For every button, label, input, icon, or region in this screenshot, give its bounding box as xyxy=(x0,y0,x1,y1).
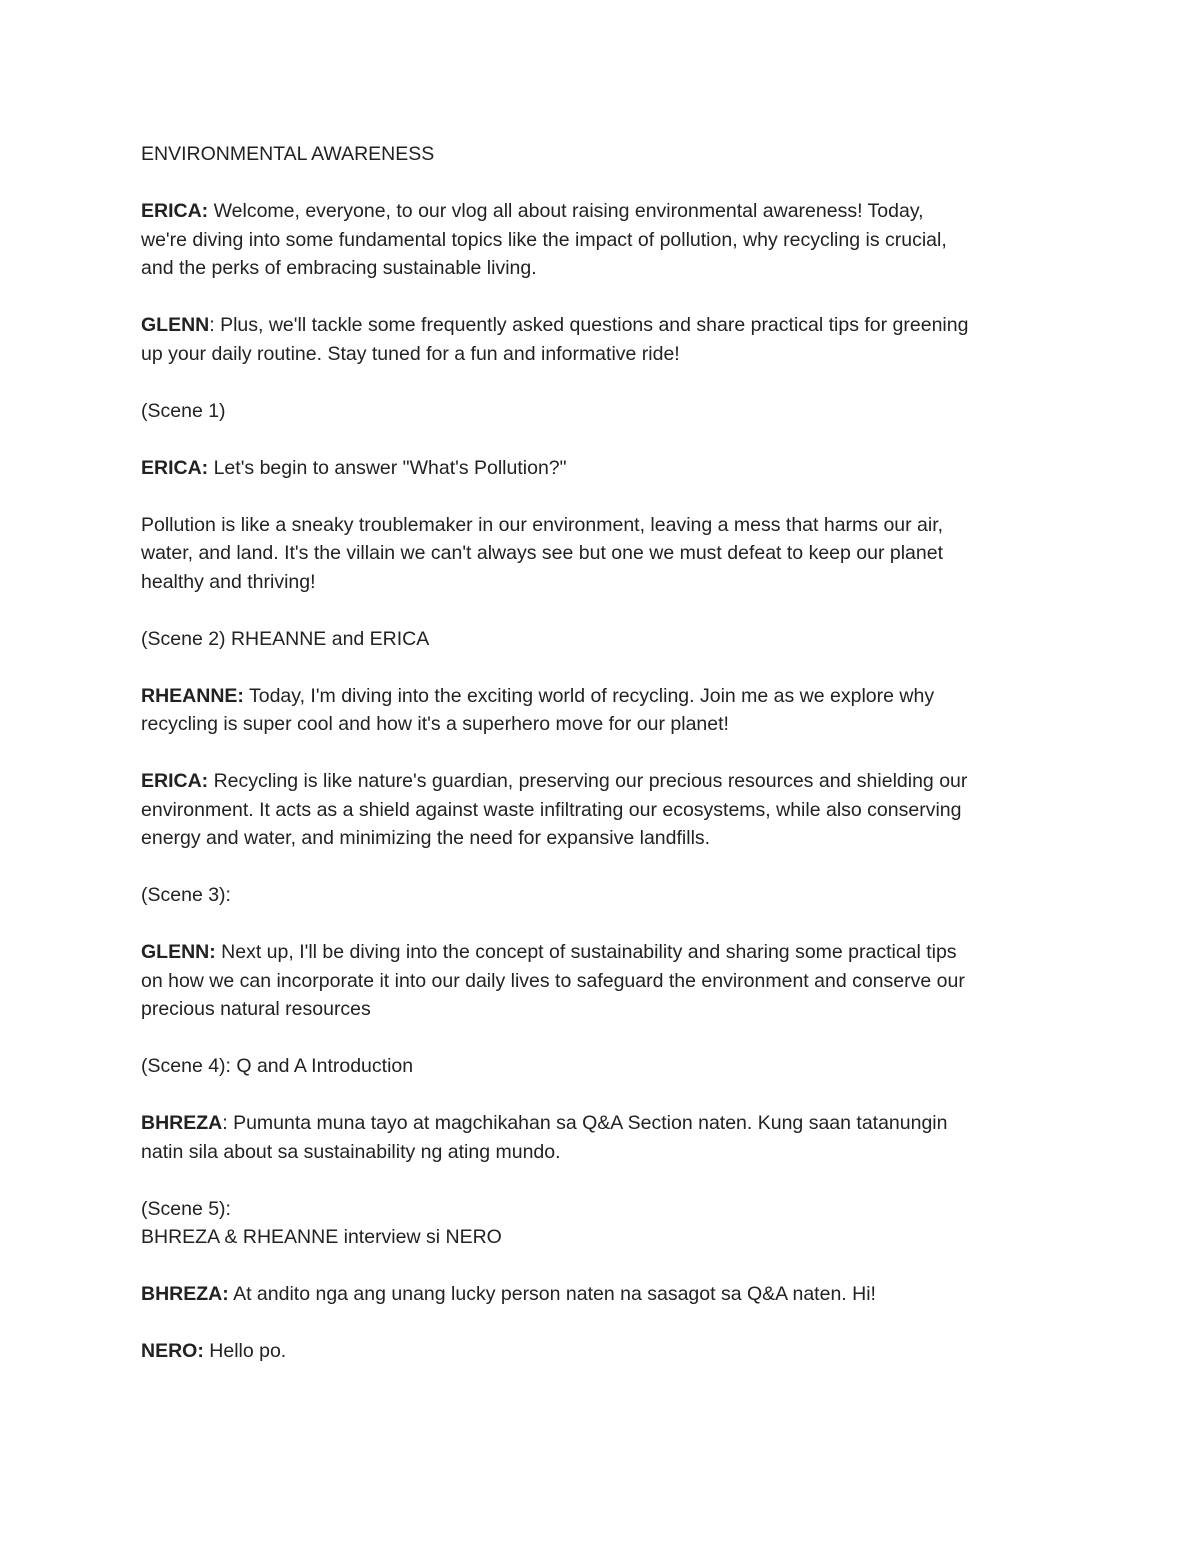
spacer xyxy=(141,482,1071,511)
spacer xyxy=(141,653,1071,682)
speaker-name: BHREZA: xyxy=(141,1283,229,1305)
spacer xyxy=(141,1166,1071,1195)
spacer xyxy=(141,283,1071,312)
paragraph-line: water, and land. It's the villain we can't always see but one we must defeat to keep our planet xyxy=(141,542,944,564)
dialogue-text: At andito nga ang unang lucky person naten na sasagot sa Q&A naten. Hi! xyxy=(228,1283,876,1305)
dialogue-line: precious natural resources xyxy=(141,998,371,1020)
dialogue-block xyxy=(141,197,1071,283)
dialogue-block xyxy=(141,1109,1071,1166)
spacer xyxy=(141,1024,1071,1053)
dialogue-block xyxy=(141,1280,1071,1309)
paragraph-line: healthy and thriving! xyxy=(141,570,316,593)
speaker-name: ERICA: xyxy=(141,200,209,222)
dialogue-block xyxy=(141,1337,1071,1366)
dialogue-line xyxy=(141,197,1071,226)
dialogue-block xyxy=(141,311,1071,368)
speaker-name: ERICA: xyxy=(141,456,209,479)
scene-line: (Scene 2) RHEANNE and ERICA xyxy=(141,627,430,650)
scene-line: (Scene 4): Q and A Introduction xyxy=(141,1055,414,1077)
dialogue-line xyxy=(141,1280,1071,1309)
dialogue-line: natin sila about sa sustainability ng ating mundo. xyxy=(141,1140,561,1163)
document-page xyxy=(141,140,1071,1366)
scene-heading xyxy=(141,1195,1071,1252)
dialogue-line xyxy=(141,767,1071,796)
scene-line: BHREZA & RHEANNE interview si NERO xyxy=(141,1226,502,1248)
dialogue-text: Hello po. xyxy=(203,1340,287,1362)
spacer xyxy=(141,910,1071,939)
dialogue-line: and the perks of embracing sustainable living. xyxy=(141,257,537,279)
paragraph-line: Pollution is like a sneaky troublemaker in our environment, leaving a mess that harms our air, xyxy=(141,513,944,536)
dialogue-line: up your daily routine. Stay tuned for a fun and informative ride! xyxy=(141,342,680,365)
dialogue-line xyxy=(141,1109,1071,1138)
spacer xyxy=(141,739,1071,768)
document-title: ENVIRONMENTAL AWARENESS xyxy=(141,143,435,165)
dialogue-text: Welcome, everyone, to our vlog all about raising environmental awareness! Today, xyxy=(208,200,924,222)
scene-line: (Scene 1) xyxy=(141,399,226,422)
spacer xyxy=(141,1252,1071,1281)
speaker-name: NERO: xyxy=(141,1340,204,1362)
spacer xyxy=(141,169,1071,198)
speaker-name: GLENN xyxy=(141,314,210,336)
dialogue-line xyxy=(141,454,1071,483)
dialogue-line: recycling is super cool and how it's a superhero move for our planet! xyxy=(141,713,729,735)
speaker-name: RHEANNE: xyxy=(141,684,244,707)
paragraph xyxy=(141,511,1071,597)
dialogue-text: : Pumunta muna tayo at magchikahan sa Q&A Section naten. Kung saan tatanungin xyxy=(222,1112,948,1134)
dialogue-block xyxy=(141,938,1071,1024)
dialogue-text: : Plus, we'll tackle some frequently asked questions and share practical tips for greening xyxy=(209,314,969,336)
dialogue-block xyxy=(141,682,1071,739)
speaker-name: BHREZA xyxy=(141,1112,223,1134)
dialogue-line: environment. It acts as a shield against waste infiltrating our ecosystems, while also conserving xyxy=(141,798,962,821)
spacer xyxy=(141,853,1071,882)
dialogue-text: Today, I'm diving into the exciting world of recycling. Join me as we explore why xyxy=(243,684,935,707)
speaker-name: ERICA: xyxy=(141,770,209,792)
spacer xyxy=(141,368,1071,397)
scene-heading xyxy=(141,1052,1071,1081)
dialogue-text: Next up, I'll be diving into the concept of sustainability and sharing some practical tips xyxy=(215,941,957,963)
dialogue-line: energy and water, and minimizing the need for expansive landfills. xyxy=(141,827,711,849)
scene-line: (Scene 3): xyxy=(141,884,231,906)
scene-line: (Scene 5): xyxy=(141,1197,231,1220)
dialogue-line xyxy=(141,938,1071,967)
dialogue-block xyxy=(141,454,1071,483)
scene-heading xyxy=(141,625,1071,654)
dialogue-line: we're diving into some fundamental topics like the impact of pollution, why recycling is crucial, xyxy=(141,228,947,251)
spacer xyxy=(141,596,1071,625)
dialogue-text: Let's begin to answer "What's Pollution?" xyxy=(208,456,567,479)
dialogue-block xyxy=(141,767,1071,853)
dialogue-line xyxy=(141,311,1071,340)
spacer xyxy=(141,425,1071,454)
dialogue-line xyxy=(141,682,1071,711)
spacer xyxy=(141,1309,1071,1338)
scene-heading xyxy=(141,881,1071,910)
dialogue-line: on how we can incorporate it into our daily lives to safeguard the environment and conserve our xyxy=(141,969,965,992)
dialogue-text: Recycling is like nature's guardian, preserving our precious resources and shielding our xyxy=(208,770,968,792)
spacer xyxy=(141,1081,1071,1110)
scene-heading xyxy=(141,397,1071,426)
dialogue-line xyxy=(141,1337,1071,1366)
speaker-name: GLENN: xyxy=(141,941,216,963)
